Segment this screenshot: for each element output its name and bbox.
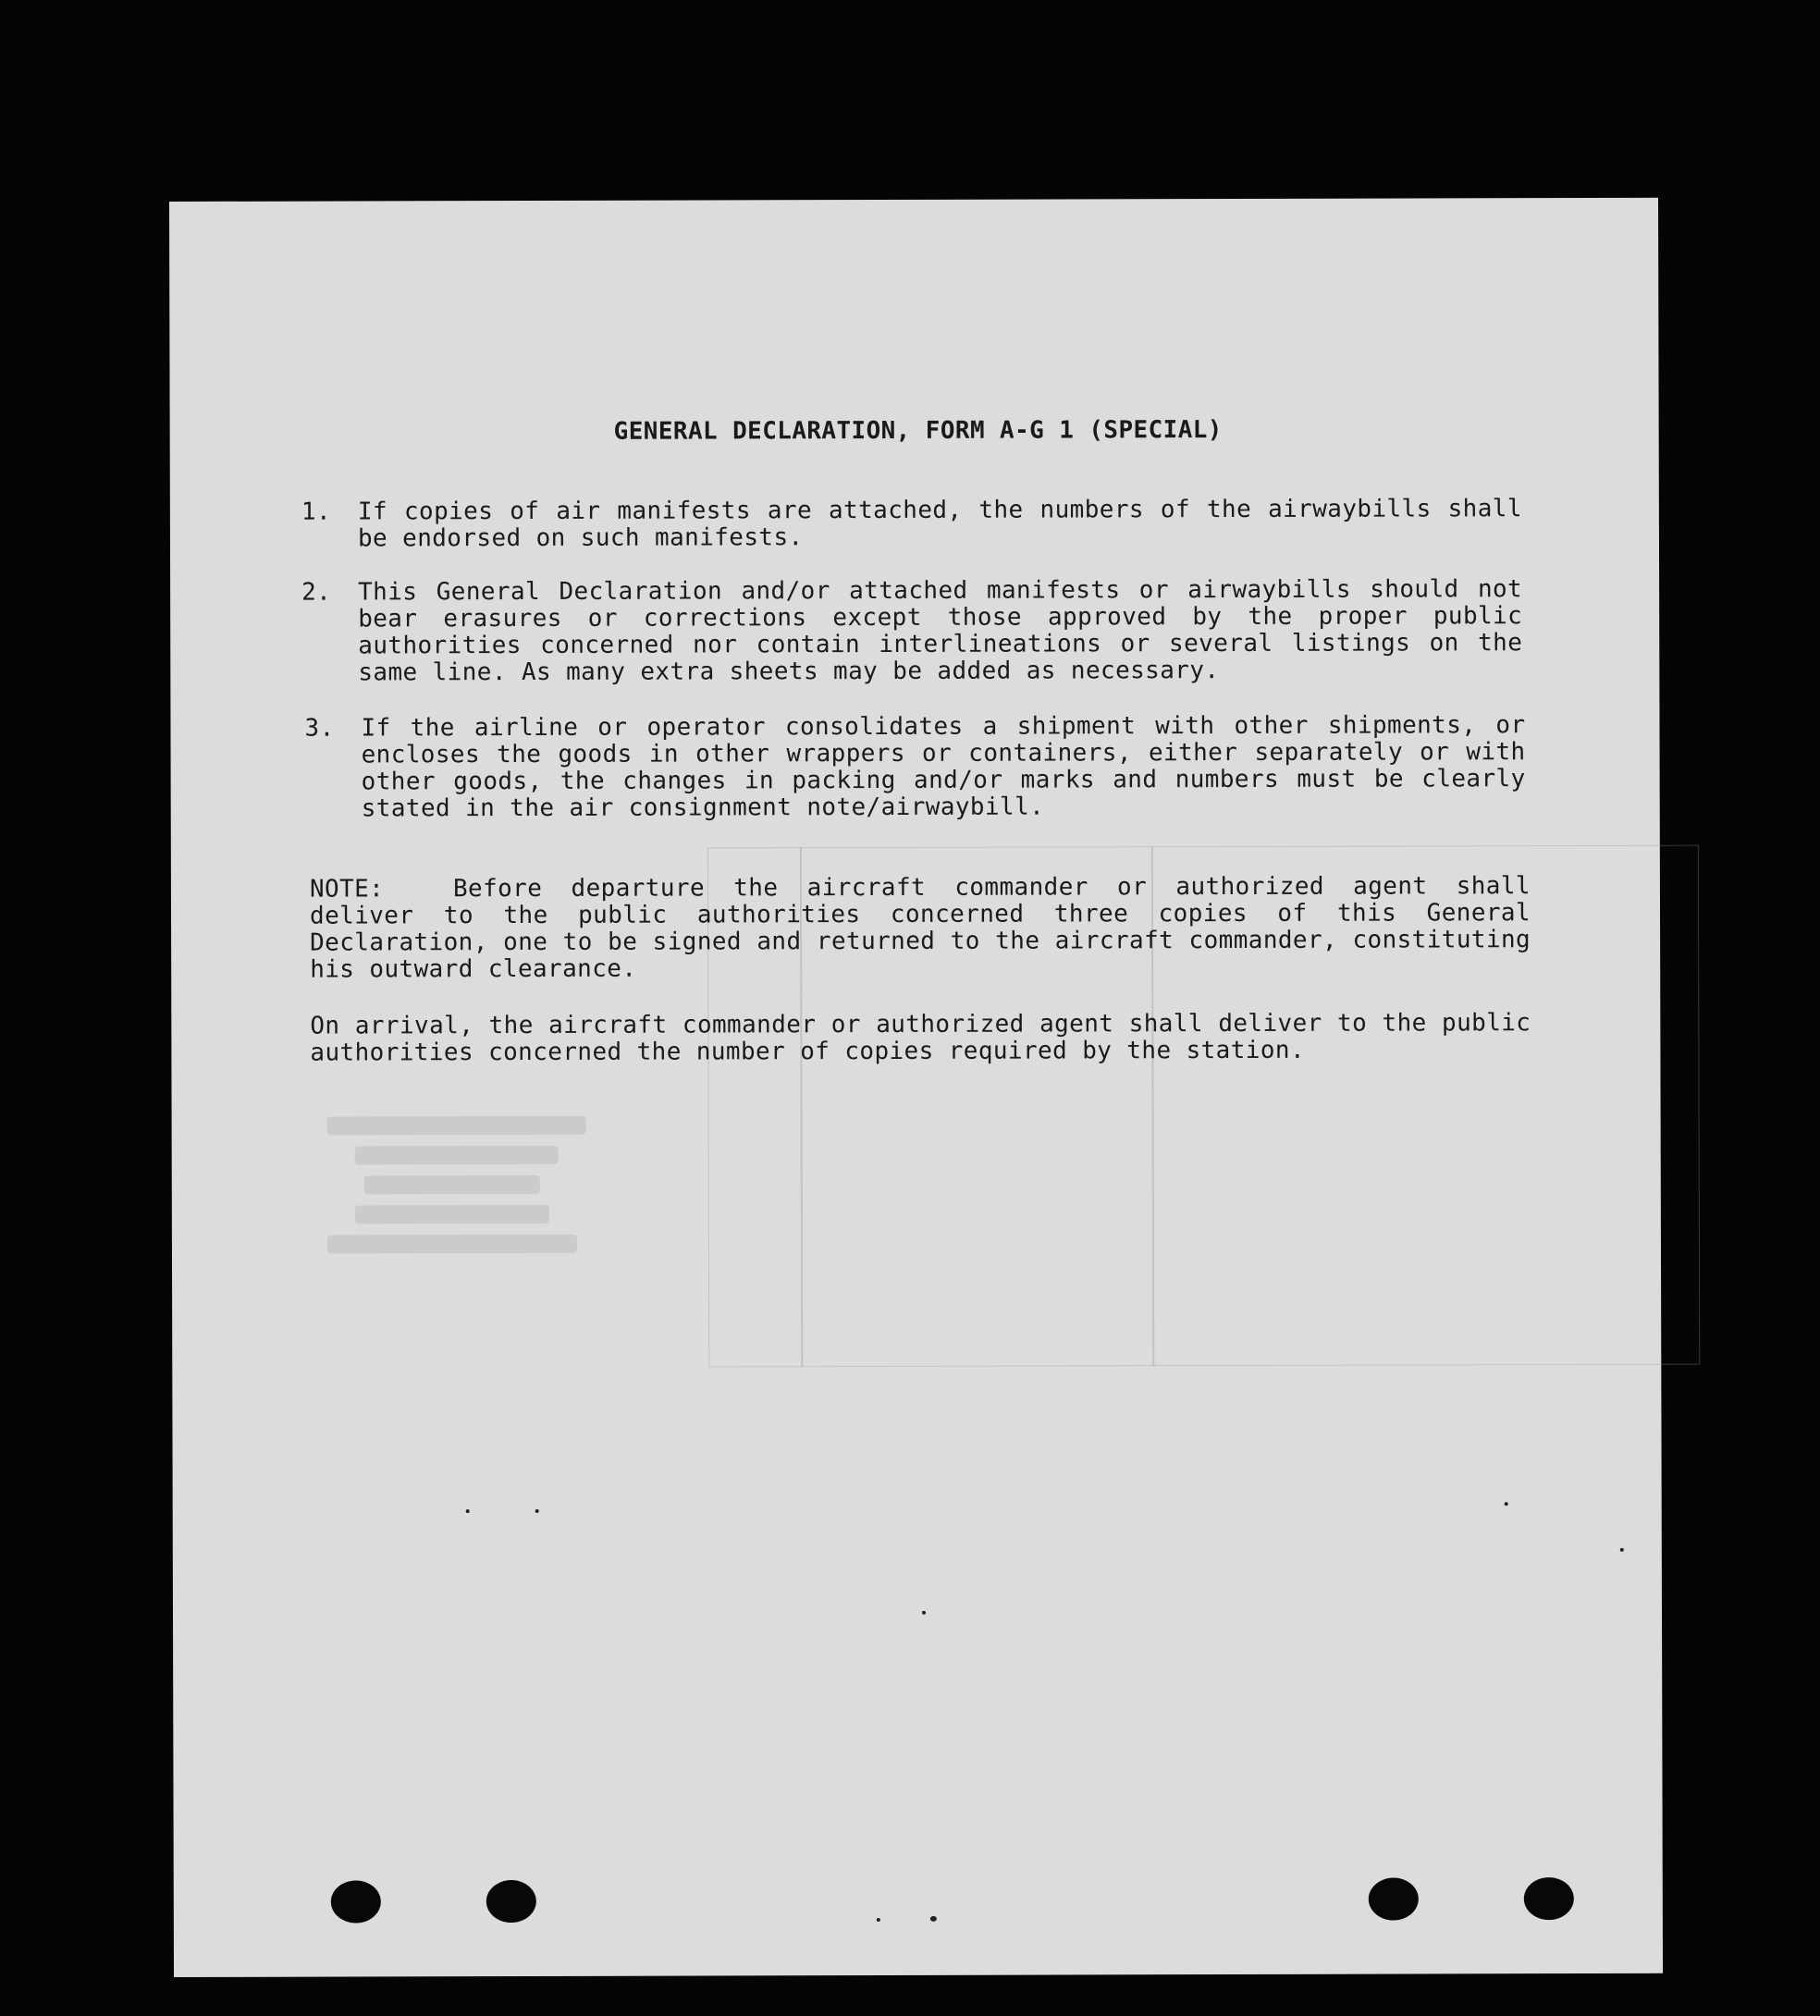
item-number: 1. (301, 498, 332, 526)
punch-hole (1524, 1877, 1574, 1920)
punch-hole (486, 1880, 536, 1923)
punch-hole (331, 1880, 381, 1923)
speck (922, 1611, 926, 1615)
instruction-item-2 (301, 575, 1523, 687)
item-text: If copies of air manifests are attached, the numbers of the airwaybills shall be endorsed on such manifests. (357, 495, 1522, 553)
item-number: 2. (301, 578, 332, 607)
speck (1620, 1548, 1624, 1552)
speck (1505, 1502, 1508, 1506)
page-title: GENERAL DECLARATION, FORM A-G 1 (SPECIAL) (613, 416, 1223, 446)
speck (930, 1916, 937, 1922)
speck (466, 1509, 470, 1513)
punch-hole (1369, 1877, 1419, 1920)
paper-sheet (169, 198, 1663, 1977)
item-text: If the airline or operator consolidates a shipment with other shipments, or encloses the goods in other wrappers or containers, either separately or with other goods, the changes in packing and/or marks and numbers must be clearly stated in the air consignment note/airwaybill. (361, 711, 1526, 823)
speck (535, 1509, 539, 1513)
arrival-paragraph: On arrival, the aircraft commander or authorized agent shall deliver to the public authorities concerned the number of copies required by the station. (310, 1009, 1531, 1067)
departure-note (310, 873, 1531, 983)
item-number: 3. (304, 714, 335, 743)
item-text: This General Declaration and/or attached manifests or airwaybills should not bear erasures or corrections except those approved by the proper public authorities concerned nor contain interlineations or several listings on the same line. As many extra sheets may be added as necessary. (358, 575, 1523, 687)
note-text: Before departure the aircraft commander or authorized agent shall deliver to the public authorities concerned three copies of this General Declaration, one to be signed and returned to the aircraft commander, constituting his outward clearance. (309, 872, 1531, 984)
note-label: NOTE: (309, 875, 385, 904)
instruction-item-3 (304, 711, 1526, 823)
speck (877, 1918, 880, 1922)
instruction-item-1 (301, 495, 1522, 553)
bleed-through-stamp (327, 1116, 596, 1284)
